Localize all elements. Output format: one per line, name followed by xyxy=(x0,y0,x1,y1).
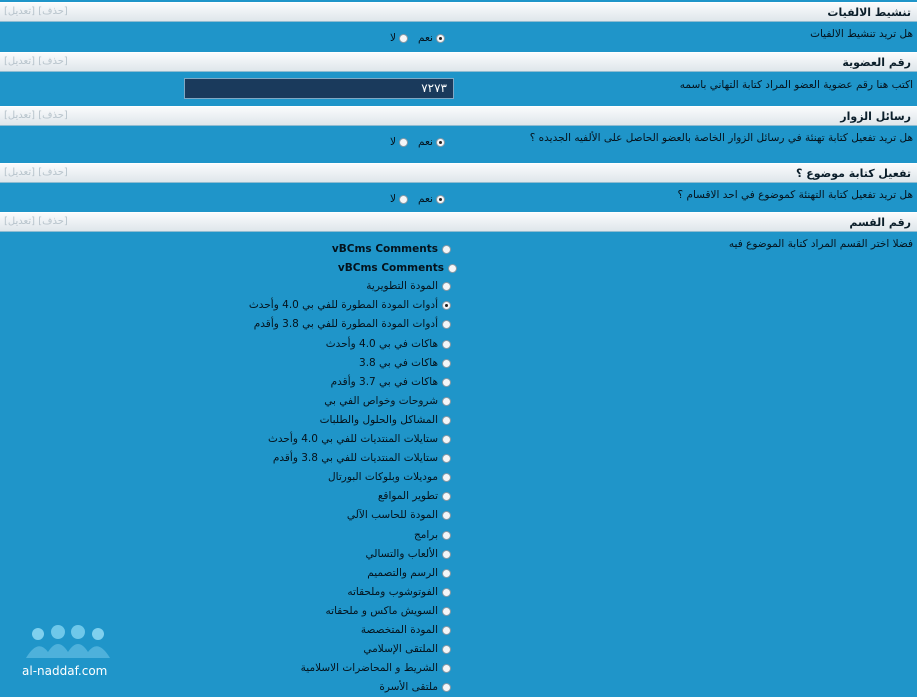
forum-option[interactable] xyxy=(324,395,451,407)
forum-option-radio[interactable] xyxy=(442,435,451,444)
section-title: رقم القسم xyxy=(849,216,911,229)
forum-option-radio[interactable] xyxy=(442,492,451,501)
section-header-forum-id xyxy=(0,212,917,232)
yes-label: نعم xyxy=(418,193,433,205)
section-header-topic xyxy=(0,163,917,183)
no-radio[interactable] xyxy=(399,138,408,147)
people-logo-icon xyxy=(18,624,118,664)
forum-option-label: هاكات في بي 3.7 وأقدم xyxy=(330,376,438,388)
yes-radio[interactable] xyxy=(436,195,445,204)
forum-option[interactable] xyxy=(361,624,451,636)
forum-option-radio[interactable] xyxy=(442,588,451,597)
forum-option[interactable] xyxy=(366,280,451,292)
forum-option-label: vBCms Comments xyxy=(337,262,444,274)
forum-option-label: الألعاب والتسالي xyxy=(365,548,438,560)
forum-option[interactable] xyxy=(249,299,451,311)
forum-option[interactable] xyxy=(273,452,451,464)
no-label: لا xyxy=(390,32,396,44)
forum-option-radio[interactable] xyxy=(442,531,451,540)
forum-option-radio[interactable] xyxy=(442,645,451,654)
yes-label: نعم xyxy=(418,32,433,44)
forum-option[interactable] xyxy=(338,262,457,274)
forum-option-radio[interactable] xyxy=(442,416,451,425)
yes-no-group-4 xyxy=(390,193,445,205)
yes-radio[interactable] xyxy=(436,138,445,147)
forum-option[interactable] xyxy=(347,509,451,521)
forum-option-radio[interactable] xyxy=(442,664,451,673)
yes-no-group-1 xyxy=(390,32,445,44)
member-id-input[interactable]: ٧٢٧٣ xyxy=(184,78,454,99)
forum-option-label: المودة للحاسب الآلي xyxy=(346,509,438,521)
forum-option-radio[interactable] xyxy=(442,569,451,578)
forum-option-label: الفوتوشوب وملحقاته xyxy=(347,586,438,598)
forum-option[interactable] xyxy=(379,681,451,693)
forum-option[interactable] xyxy=(367,567,451,579)
forum-option-label: ملتقى الأسرة xyxy=(379,681,438,693)
forum-option-radio[interactable] xyxy=(442,511,451,520)
question-forum: فضلا اختر القسم المراد كتابة الموضوع فيه xyxy=(728,238,913,250)
section-title: رسائل الزوار xyxy=(840,110,911,123)
delete-link[interactable]: [حذف] xyxy=(38,110,68,121)
forum-option-radio[interactable] xyxy=(442,473,451,482)
logo-text: al-naddaf.com xyxy=(22,664,108,678)
no-radio[interactable] xyxy=(399,34,408,43)
forum-option-label: ستايلات المنتديات للفي بي 4.0 وأحدث xyxy=(268,433,438,445)
delete-link[interactable]: [حذف] xyxy=(38,167,68,178)
forum-option-label: شروحات وخواص الفي بي xyxy=(324,395,438,407)
section-title: تنشيط الالفيات xyxy=(827,6,911,19)
forum-option[interactable] xyxy=(414,529,451,541)
delete-link[interactable]: [حذف] xyxy=(38,6,68,17)
edit-link[interactable]: [تعديل] xyxy=(4,110,36,121)
section-header-visitor-messages xyxy=(0,106,917,126)
forum-option-radio[interactable] xyxy=(442,245,451,254)
yes-no-group-3 xyxy=(390,136,445,148)
no-radio[interactable] xyxy=(399,195,408,204)
forum-option-label: vBCms Comments xyxy=(331,243,438,255)
yes-label: نعم xyxy=(418,136,433,148)
forum-option-radio[interactable] xyxy=(442,301,451,310)
forum-option-label: أدوات المودة المطورة للفي بي 3.8 وأقدم xyxy=(253,318,438,330)
forum-option[interactable] xyxy=(332,243,451,255)
forum-option-label: أدوات المودة المطورة للفي بي 4.0 وأحدث xyxy=(248,299,438,311)
edit-link[interactable]: [تعديل] xyxy=(4,56,36,67)
yes-radio[interactable] xyxy=(436,34,445,43)
forum-option-radio[interactable] xyxy=(442,550,451,559)
forum-option-radio[interactable] xyxy=(442,397,451,406)
section-title: تفعيل كتابة موضوع ؟ xyxy=(795,167,911,180)
question-activate: هل تريد تنشيط الالفيات xyxy=(810,28,913,40)
forum-option[interactable] xyxy=(326,338,451,350)
forum-option[interactable] xyxy=(268,433,451,445)
forum-option-radio[interactable] xyxy=(442,282,451,291)
question-member-id: اكتب هنا رقم عضوية العضو المراد كتابة التهاني باسمه xyxy=(679,79,913,91)
section-header-alfiyat xyxy=(0,2,917,22)
forum-option-label: ستايلات المنتديات للفي بي 3.8 وأقدم xyxy=(272,452,438,464)
delete-link[interactable]: [حذف] xyxy=(38,216,68,227)
forum-option-label: الشريط و المحاضرات الاسلامية xyxy=(300,662,438,674)
forum-option[interactable] xyxy=(320,414,451,426)
forum-option-label: موديلات وبلوكات البورتال xyxy=(328,471,438,483)
forum-option[interactable] xyxy=(363,643,451,655)
no-label: لا xyxy=(390,136,396,148)
no-label: لا xyxy=(390,193,396,205)
question-visitor-messages: هل تريد تفعيل كتابة تهنئة في رسائل الزوار الخاصة بالعضو الحاصل على الألفيه الجديده ؟ xyxy=(529,132,913,144)
forum-option[interactable] xyxy=(359,357,451,369)
forum-option[interactable] xyxy=(366,548,451,560)
forum-option-label: الملتقى الإسلامي xyxy=(363,643,438,655)
edit-link[interactable]: [تعديل] xyxy=(4,6,36,17)
forum-option[interactable] xyxy=(347,586,451,598)
forum-option-radio[interactable] xyxy=(442,607,451,616)
forum-option[interactable] xyxy=(301,662,451,674)
forum-option-label: المودة التطويرية xyxy=(366,280,438,292)
forum-option-label: برامج xyxy=(413,529,438,541)
delete-link[interactable]: [حذف] xyxy=(38,56,68,67)
forum-option[interactable] xyxy=(326,605,451,617)
site-logo xyxy=(18,624,128,682)
forum-option-radio[interactable] xyxy=(442,359,451,368)
forum-option-label: الرسم والتصميم xyxy=(367,567,438,579)
forum-option-label: المشاكل والحلول والطلبات xyxy=(319,414,438,426)
forum-option-radio[interactable] xyxy=(442,320,451,329)
question-topic: هل تريد تفعيل كتابة التهنئة كموضوع في احد الاقسام ؟ xyxy=(677,189,913,201)
forum-option[interactable] xyxy=(254,318,451,330)
section-title: رقم العضوية xyxy=(842,56,911,69)
section-header-member xyxy=(0,52,917,72)
forum-option-label: هاكات في بي 4.0 وأحدث xyxy=(325,338,438,350)
forum-option[interactable] xyxy=(328,471,451,483)
forum-option[interactable] xyxy=(378,490,451,502)
forum-option-label: السويش ماكس و ملحقاته xyxy=(325,605,438,617)
forum-option-radio[interactable] xyxy=(448,264,457,273)
forum-option[interactable] xyxy=(331,376,451,388)
edit-link[interactable]: [تعديل] xyxy=(4,167,36,178)
forum-option-label: هاكات في بي 3.8 xyxy=(359,357,438,369)
forum-option-label: المودة المتخصصة xyxy=(360,624,438,636)
forum-option-radio[interactable] xyxy=(442,626,451,635)
edit-link[interactable]: [تعديل] xyxy=(4,216,36,227)
forum-option-label: تطوير المواقع xyxy=(377,490,438,502)
forum-option-radio[interactable] xyxy=(442,378,451,387)
forum-option-radio[interactable] xyxy=(442,683,451,692)
forum-option-radio[interactable] xyxy=(442,340,451,349)
forum-option-radio[interactable] xyxy=(442,454,451,463)
